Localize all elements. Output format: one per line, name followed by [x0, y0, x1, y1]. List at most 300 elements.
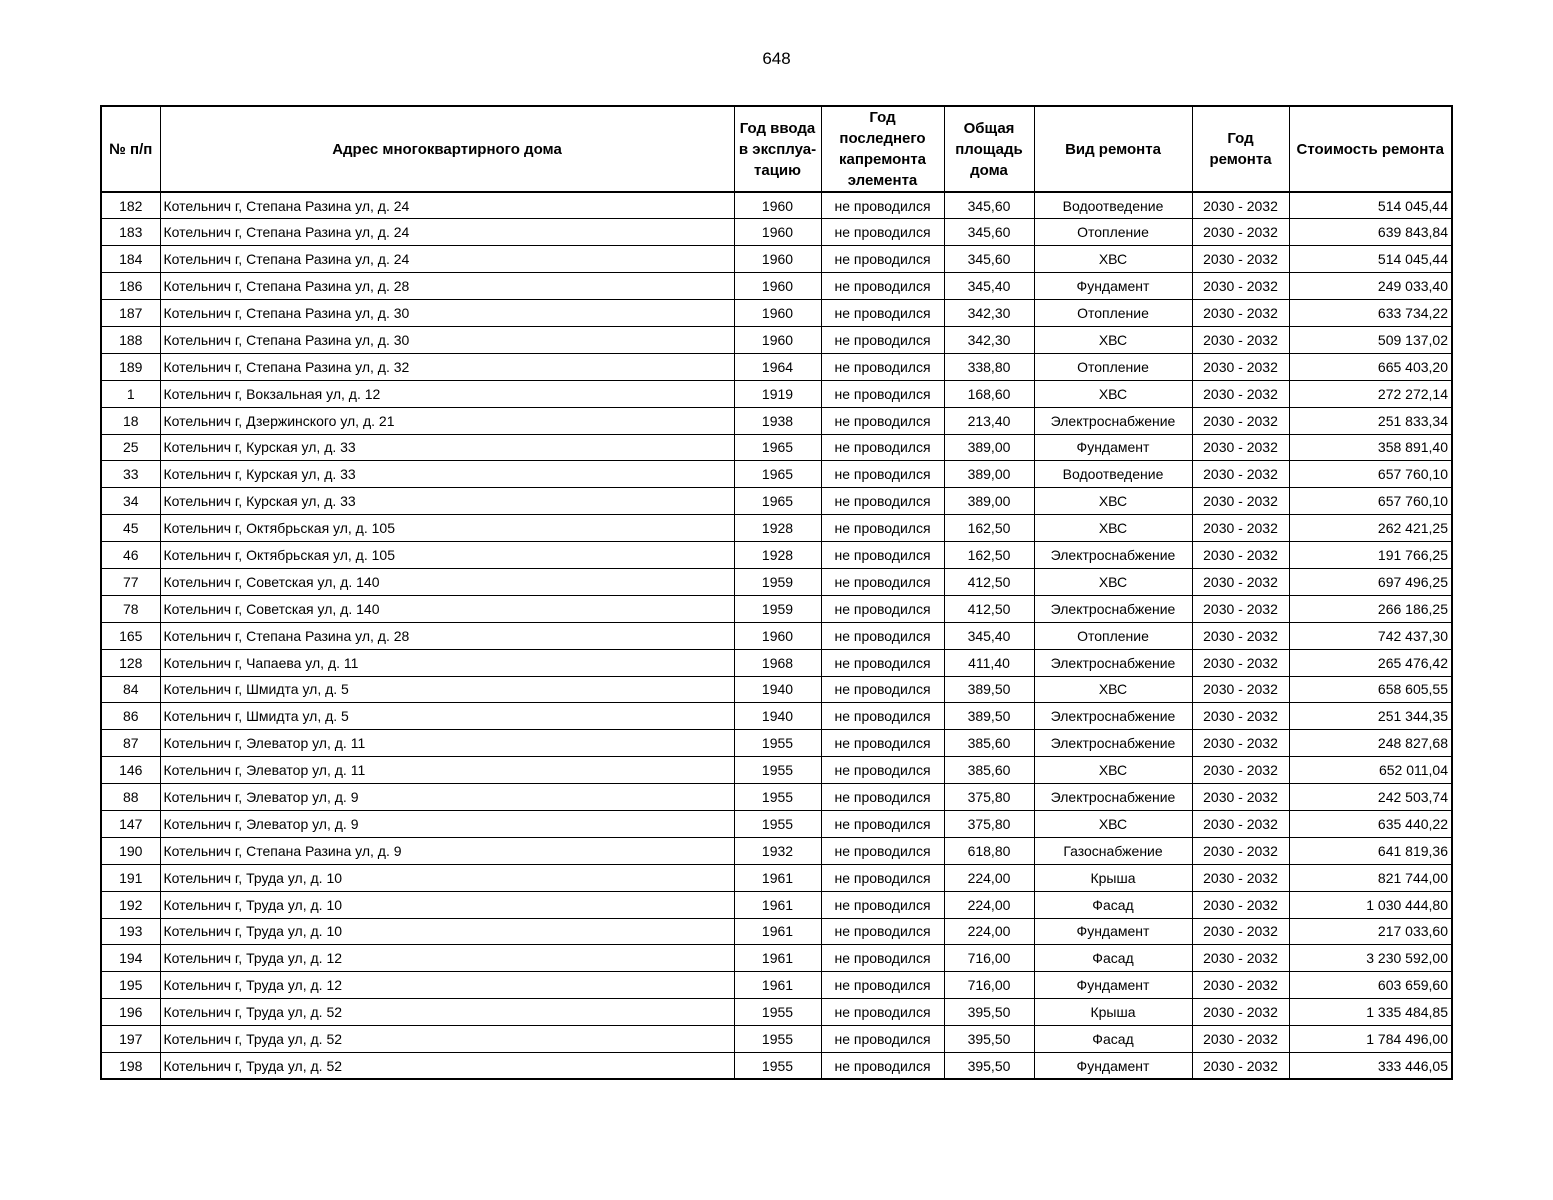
cell-area: 389,00	[944, 434, 1034, 461]
cell-year-built: 1960	[734, 246, 821, 273]
cell-address: Котельнич г, Труда ул, д. 10	[160, 891, 734, 918]
cell-repair-year: 2030 - 2032	[1192, 219, 1289, 246]
cell-repair-type: Крыша	[1034, 999, 1192, 1026]
cell-repair-type: Электроснабжение	[1034, 703, 1192, 730]
cell-year-built: 1955	[734, 784, 821, 811]
cell-address: Котельнич г, Степана Разина ул, д. 24	[160, 219, 734, 246]
cell-repair-type: Фасад	[1034, 1026, 1192, 1053]
cell-repair-type: ХВС	[1034, 568, 1192, 595]
cell-repair-type: Фасад	[1034, 945, 1192, 972]
cell-area: 338,80	[944, 353, 1034, 380]
cell-address: Котельнич г, Шмидта ул, д. 5	[160, 676, 734, 703]
cell-repair-year: 2030 - 2032	[1192, 891, 1289, 918]
header-address: Адрес многоквартирного дома	[160, 106, 734, 192]
cell-year-built: 1960	[734, 326, 821, 353]
cell-cost: 3 230 592,00	[1289, 945, 1452, 972]
cell-area: 168,60	[944, 380, 1034, 407]
cell-cost: 665 403,20	[1289, 353, 1452, 380]
cell-repair-year: 2030 - 2032	[1192, 972, 1289, 999]
cell-year-built: 1960	[734, 192, 821, 219]
table-body	[101, 192, 1452, 1079]
cell-year-built: 1959	[734, 568, 821, 595]
cell-cost: 1 784 496,00	[1289, 1026, 1452, 1053]
cell-repair-year: 2030 - 2032	[1192, 784, 1289, 811]
cell-address: Котельнич г, Октябрьская ул, д. 105	[160, 542, 734, 569]
cell-repair-type: Водоотведение	[1034, 192, 1192, 219]
cell-repair-year: 2030 - 2032	[1192, 757, 1289, 784]
cell-cost: 358 891,40	[1289, 434, 1452, 461]
cell-cost: 509 137,02	[1289, 326, 1452, 353]
header-cost: Стоимость ремонта	[1289, 106, 1452, 192]
table-row	[101, 972, 1452, 999]
cell-cost: 641 819,36	[1289, 837, 1452, 864]
cell-address: Котельнич г, Курская ул, д. 33	[160, 434, 734, 461]
cell-address: Котельнич г, Степана Разина ул, д. 28	[160, 622, 734, 649]
cell-num: 45	[101, 515, 160, 542]
cell-repair-year: 2030 - 2032	[1192, 300, 1289, 327]
cell-cost: 742 437,30	[1289, 622, 1452, 649]
cell-repair-type: Фасад	[1034, 891, 1192, 918]
cell-year-built: 1940	[734, 703, 821, 730]
cell-cost: 266 186,25	[1289, 595, 1452, 622]
cell-address: Котельнич г, Труда ул, д. 12	[160, 945, 734, 972]
cell-area: 389,00	[944, 461, 1034, 488]
cell-repair-year: 2030 - 2032	[1192, 918, 1289, 945]
cell-last-repair: не проводился	[821, 488, 944, 515]
cell-last-repair: не проводился	[821, 273, 944, 300]
cell-repair-year: 2030 - 2032	[1192, 273, 1289, 300]
cell-repair-year: 2030 - 2032	[1192, 730, 1289, 757]
table-row	[101, 568, 1452, 595]
cell-area: 345,60	[944, 219, 1034, 246]
table-row	[101, 219, 1452, 246]
cell-area: 162,50	[944, 542, 1034, 569]
cell-repair-year: 2030 - 2032	[1192, 461, 1289, 488]
table-row	[101, 703, 1452, 730]
cell-repair-year: 2030 - 2032	[1192, 380, 1289, 407]
repair-schedule-table	[100, 105, 1453, 1080]
cell-repair-type: Электроснабжение	[1034, 649, 1192, 676]
cell-cost: 242 503,74	[1289, 784, 1452, 811]
header-year-built: Год ввода в эксплуа-тацию	[734, 106, 821, 192]
cell-last-repair: не проводился	[821, 622, 944, 649]
cell-last-repair: не проводился	[821, 784, 944, 811]
cell-repair-type: Отопление	[1034, 622, 1192, 649]
cell-repair-year: 2030 - 2032	[1192, 837, 1289, 864]
cell-cost: 652 011,04	[1289, 757, 1452, 784]
cell-year-built: 1959	[734, 595, 821, 622]
cell-address: Котельнич г, Советская ул, д. 140	[160, 595, 734, 622]
cell-repair-year: 2030 - 2032	[1192, 488, 1289, 515]
cell-repair-type: Электроснабжение	[1034, 595, 1192, 622]
cell-year-built: 1965	[734, 461, 821, 488]
cell-cost: 514 045,44	[1289, 246, 1452, 273]
cell-repair-year: 2030 - 2032	[1192, 945, 1289, 972]
cell-cost: 272 272,14	[1289, 380, 1452, 407]
cell-address: Котельнич г, Труда ул, д. 52	[160, 1053, 734, 1080]
cell-last-repair: не проводился	[821, 219, 944, 246]
table-row	[101, 542, 1452, 569]
cell-num: 190	[101, 837, 160, 864]
cell-year-built: 1955	[734, 1026, 821, 1053]
cell-num: 1	[101, 380, 160, 407]
cell-area: 716,00	[944, 972, 1034, 999]
table-row	[101, 488, 1452, 515]
cell-year-built: 1961	[734, 864, 821, 891]
cell-last-repair: не проводился	[821, 999, 944, 1026]
header-last-repair: Год последнего капремонта элемента	[821, 106, 944, 192]
cell-num: 25	[101, 434, 160, 461]
cell-last-repair: не проводился	[821, 945, 944, 972]
table-row	[101, 810, 1452, 837]
cell-area: 213,40	[944, 407, 1034, 434]
table-row	[101, 649, 1452, 676]
cell-repair-type: ХВС	[1034, 246, 1192, 273]
cell-repair-type: ХВС	[1034, 810, 1192, 837]
cell-repair-type: Отопление	[1034, 219, 1192, 246]
cell-repair-year: 2030 - 2032	[1192, 434, 1289, 461]
cell-area: 618,80	[944, 837, 1034, 864]
cell-address: Котельнич г, Труда ул, д. 52	[160, 999, 734, 1026]
cell-area: 375,80	[944, 810, 1034, 837]
cell-year-built: 1961	[734, 918, 821, 945]
cell-year-built: 1965	[734, 488, 821, 515]
cell-repair-year: 2030 - 2032	[1192, 192, 1289, 219]
cell-last-repair: не проводился	[821, 1026, 944, 1053]
cell-repair-year: 2030 - 2032	[1192, 542, 1289, 569]
cell-address: Котельнич г, Дзержинского ул, д. 21	[160, 407, 734, 434]
cell-last-repair: не проводился	[821, 407, 944, 434]
cell-cost: 1 030 444,80	[1289, 891, 1452, 918]
cell-last-repair: не проводился	[821, 515, 944, 542]
cell-cost: 657 760,10	[1289, 488, 1452, 515]
cell-repair-type: Фундамент	[1034, 1053, 1192, 1080]
cell-area: 224,00	[944, 864, 1034, 891]
table-row	[101, 891, 1452, 918]
header-area: Общая площадь дома	[944, 106, 1034, 192]
cell-year-built: 1960	[734, 300, 821, 327]
cell-last-repair: не проводился	[821, 918, 944, 945]
cell-repair-year: 2030 - 2032	[1192, 676, 1289, 703]
cell-area: 389,50	[944, 676, 1034, 703]
table-row	[101, 380, 1452, 407]
cell-cost: 265 476,42	[1289, 649, 1452, 676]
cell-address: Котельнич г, Элеватор ул, д. 9	[160, 810, 734, 837]
cell-last-repair: не проводился	[821, 192, 944, 219]
cell-address: Котельнич г, Чапаева ул, д. 11	[160, 649, 734, 676]
cell-area: 412,50	[944, 568, 1034, 595]
cell-area: 385,60	[944, 757, 1034, 784]
cell-year-built: 1964	[734, 353, 821, 380]
cell-year-built: 1955	[734, 757, 821, 784]
cell-year-built: 1968	[734, 649, 821, 676]
table-row	[101, 622, 1452, 649]
cell-cost: 633 734,22	[1289, 300, 1452, 327]
cell-area: 345,60	[944, 246, 1034, 273]
cell-year-built: 1955	[734, 1053, 821, 1080]
cell-repair-type: ХВС	[1034, 676, 1192, 703]
cell-num: 87	[101, 730, 160, 757]
cell-cost: 658 605,55	[1289, 676, 1452, 703]
table-row	[101, 999, 1452, 1026]
cell-area: 345,40	[944, 622, 1034, 649]
cell-year-built: 1965	[734, 434, 821, 461]
cell-num: 192	[101, 891, 160, 918]
cell-year-built: 1960	[734, 273, 821, 300]
cell-num: 146	[101, 757, 160, 784]
cell-address: Котельнич г, Курская ул, д. 33	[160, 488, 734, 515]
cell-num: 46	[101, 542, 160, 569]
table-row	[101, 434, 1452, 461]
cell-year-built: 1955	[734, 730, 821, 757]
cell-area: 395,50	[944, 1026, 1034, 1053]
cell-repair-year: 2030 - 2032	[1192, 595, 1289, 622]
cell-last-repair: не проводился	[821, 972, 944, 999]
table-header	[101, 106, 1452, 192]
cell-address: Котельнич г, Курская ул, д. 33	[160, 461, 734, 488]
table-row	[101, 757, 1452, 784]
table-row	[101, 407, 1452, 434]
cell-repair-year: 2030 - 2032	[1192, 246, 1289, 273]
cell-last-repair: не проводился	[821, 595, 944, 622]
cell-last-repair: не проводился	[821, 730, 944, 757]
cell-last-repair: не проводился	[821, 542, 944, 569]
table-row	[101, 1026, 1452, 1053]
cell-repair-type: Электроснабжение	[1034, 542, 1192, 569]
cell-address: Котельнич г, Степана Разина ул, д. 28	[160, 273, 734, 300]
cell-address: Котельнич г, Труда ул, д. 10	[160, 864, 734, 891]
cell-repair-type: ХВС	[1034, 488, 1192, 515]
cell-year-built: 1932	[734, 837, 821, 864]
cell-area: 162,50	[944, 515, 1034, 542]
cell-address: Котельнич г, Элеватор ул, д. 11	[160, 757, 734, 784]
cell-last-repair: не проводился	[821, 380, 944, 407]
cell-num: 147	[101, 810, 160, 837]
cell-cost: 1 335 484,85	[1289, 999, 1452, 1026]
cell-repair-type: Водоотведение	[1034, 461, 1192, 488]
cell-repair-year: 2030 - 2032	[1192, 1026, 1289, 1053]
table-row	[101, 461, 1452, 488]
cell-repair-type: ХВС	[1034, 515, 1192, 542]
cell-year-built: 1960	[734, 622, 821, 649]
table-row	[101, 273, 1452, 300]
cell-num: 34	[101, 488, 160, 515]
cell-last-repair: не проводился	[821, 353, 944, 380]
cell-num: 128	[101, 649, 160, 676]
cell-cost: 191 766,25	[1289, 542, 1452, 569]
cell-repair-year: 2030 - 2032	[1192, 649, 1289, 676]
cell-area: 224,00	[944, 918, 1034, 945]
cell-cost: 251 833,34	[1289, 407, 1452, 434]
header-repair-type: Вид ремонта	[1034, 106, 1192, 192]
cell-num: 198	[101, 1053, 160, 1080]
cell-last-repair: не проводился	[821, 300, 944, 327]
cell-area: 385,60	[944, 730, 1034, 757]
cell-last-repair: не проводился	[821, 864, 944, 891]
cell-repair-type: Фундамент	[1034, 918, 1192, 945]
cell-cost: 249 033,40	[1289, 273, 1452, 300]
table-row	[101, 595, 1452, 622]
table-row	[101, 300, 1452, 327]
cell-last-repair: не проводился	[821, 810, 944, 837]
cell-year-built: 1961	[734, 972, 821, 999]
table-row	[101, 864, 1452, 891]
cell-address: Котельнич г, Степана Разина ул, д. 32	[160, 353, 734, 380]
cell-num: 77	[101, 568, 160, 595]
cell-year-built: 1961	[734, 945, 821, 972]
cell-repair-type: Электроснабжение	[1034, 784, 1192, 811]
cell-repair-type: Крыша	[1034, 864, 1192, 891]
cell-num: 193	[101, 918, 160, 945]
cell-repair-type: Фундамент	[1034, 273, 1192, 300]
cell-last-repair: не проводился	[821, 434, 944, 461]
cell-repair-year: 2030 - 2032	[1192, 1053, 1289, 1080]
cell-area: 716,00	[944, 945, 1034, 972]
table-row	[101, 918, 1452, 945]
cell-repair-year: 2030 - 2032	[1192, 353, 1289, 380]
cell-num: 33	[101, 461, 160, 488]
cell-repair-year: 2030 - 2032	[1192, 999, 1289, 1026]
cell-address: Котельнич г, Элеватор ул, д. 11	[160, 730, 734, 757]
table-row	[101, 246, 1452, 273]
cell-year-built: 1938	[734, 407, 821, 434]
cell-cost: 333 446,05	[1289, 1053, 1452, 1080]
cell-address: Котельнич г, Шмидта ул, д. 5	[160, 703, 734, 730]
table-row	[101, 676, 1452, 703]
cell-repair-type: Электроснабжение	[1034, 730, 1192, 757]
cell-cost: 514 045,44	[1289, 192, 1452, 219]
cell-num: 86	[101, 703, 160, 730]
cell-repair-year: 2030 - 2032	[1192, 568, 1289, 595]
cell-num: 187	[101, 300, 160, 327]
cell-area: 342,30	[944, 300, 1034, 327]
cell-last-repair: не проводился	[821, 649, 944, 676]
cell-address: Котельнич г, Степана Разина ул, д. 30	[160, 300, 734, 327]
cell-num: 196	[101, 999, 160, 1026]
cell-cost: 821 744,00	[1289, 864, 1452, 891]
cell-address: Котельнич г, Вокзальная ул, д. 12	[160, 380, 734, 407]
cell-area: 345,40	[944, 273, 1034, 300]
header-repair-year: Год ремонта	[1192, 106, 1289, 192]
cell-address: Котельнич г, Элеватор ул, д. 9	[160, 784, 734, 811]
cell-year-built: 1928	[734, 515, 821, 542]
cell-repair-year: 2030 - 2032	[1192, 326, 1289, 353]
cell-num: 186	[101, 273, 160, 300]
cell-num: 88	[101, 784, 160, 811]
cell-last-repair: не проводился	[821, 757, 944, 784]
cell-address: Котельнич г, Советская ул, д. 140	[160, 568, 734, 595]
cell-num: 195	[101, 972, 160, 999]
cell-address: Котельнич г, Труда ул, д. 10	[160, 918, 734, 945]
cell-last-repair: не проводился	[821, 326, 944, 353]
cell-repair-type: Фундамент	[1034, 434, 1192, 461]
cell-repair-type: Электроснабжение	[1034, 407, 1192, 434]
cell-cost: 639 843,84	[1289, 219, 1452, 246]
cell-year-built: 1955	[734, 810, 821, 837]
cell-year-built: 1919	[734, 380, 821, 407]
table-row	[101, 192, 1452, 219]
cell-area: 224,00	[944, 891, 1034, 918]
cell-area: 395,50	[944, 999, 1034, 1026]
cell-num: 78	[101, 595, 160, 622]
cell-last-repair: не проводился	[821, 1053, 944, 1080]
cell-repair-type: Отопление	[1034, 353, 1192, 380]
cell-cost: 635 440,22	[1289, 810, 1452, 837]
cell-repair-type: Фундамент	[1034, 972, 1192, 999]
cell-repair-type: Газоснабжение	[1034, 837, 1192, 864]
cell-area: 342,30	[944, 326, 1034, 353]
cell-repair-year: 2030 - 2032	[1192, 407, 1289, 434]
table-row	[101, 515, 1452, 542]
cell-address: Котельнич г, Октябрьская ул, д. 105	[160, 515, 734, 542]
cell-year-built: 1928	[734, 542, 821, 569]
cell-cost: 657 760,10	[1289, 461, 1452, 488]
cell-area: 345,60	[944, 192, 1034, 219]
cell-area: 375,80	[944, 784, 1034, 811]
cell-repair-year: 2030 - 2032	[1192, 810, 1289, 837]
cell-year-built: 1961	[734, 891, 821, 918]
cell-repair-year: 2030 - 2032	[1192, 622, 1289, 649]
cell-year-built: 1960	[734, 219, 821, 246]
cell-num: 183	[101, 219, 160, 246]
cell-last-repair: не проводился	[821, 891, 944, 918]
cell-num: 184	[101, 246, 160, 273]
cell-num: 84	[101, 676, 160, 703]
cell-cost: 248 827,68	[1289, 730, 1452, 757]
cell-address: Котельнич г, Степана Разина ул, д. 9	[160, 837, 734, 864]
cell-repair-type: ХВС	[1034, 380, 1192, 407]
cell-repair-year: 2030 - 2032	[1192, 703, 1289, 730]
header-row	[101, 106, 1452, 192]
cell-area: 389,50	[944, 703, 1034, 730]
cell-num: 165	[101, 622, 160, 649]
cell-num: 182	[101, 192, 160, 219]
table-row	[101, 1053, 1452, 1080]
cell-repair-year: 2030 - 2032	[1192, 515, 1289, 542]
cell-repair-type: ХВС	[1034, 326, 1192, 353]
cell-last-repair: не проводился	[821, 568, 944, 595]
cell-address: Котельнич г, Труда ул, д. 52	[160, 1026, 734, 1053]
cell-cost: 217 033,60	[1289, 918, 1452, 945]
cell-address: Котельнич г, Степана Разина ул, д. 30	[160, 326, 734, 353]
cell-repair-year: 2030 - 2032	[1192, 864, 1289, 891]
table-row	[101, 730, 1452, 757]
cell-last-repair: не проводился	[821, 837, 944, 864]
cell-num: 191	[101, 864, 160, 891]
cell-last-repair: не проводился	[821, 703, 944, 730]
cell-cost: 697 496,25	[1289, 568, 1452, 595]
table-row	[101, 945, 1452, 972]
cell-num: 189	[101, 353, 160, 380]
cell-area: 389,00	[944, 488, 1034, 515]
cell-cost: 251 344,35	[1289, 703, 1452, 730]
cell-last-repair: не проводился	[821, 246, 944, 273]
cell-cost: 603 659,60	[1289, 972, 1452, 999]
cell-repair-type: Отопление	[1034, 300, 1192, 327]
table-row	[101, 326, 1452, 353]
cell-repair-type: ХВС	[1034, 757, 1192, 784]
cell-area: 411,40	[944, 649, 1034, 676]
cell-num: 18	[101, 407, 160, 434]
cell-last-repair: не проводился	[821, 676, 944, 703]
cell-area: 395,50	[944, 1053, 1034, 1080]
cell-address: Котельнич г, Труда ул, д. 12	[160, 972, 734, 999]
table-row	[101, 837, 1452, 864]
cell-year-built: 1940	[734, 676, 821, 703]
cell-num: 194	[101, 945, 160, 972]
cell-num: 197	[101, 1026, 160, 1053]
cell-num: 188	[101, 326, 160, 353]
